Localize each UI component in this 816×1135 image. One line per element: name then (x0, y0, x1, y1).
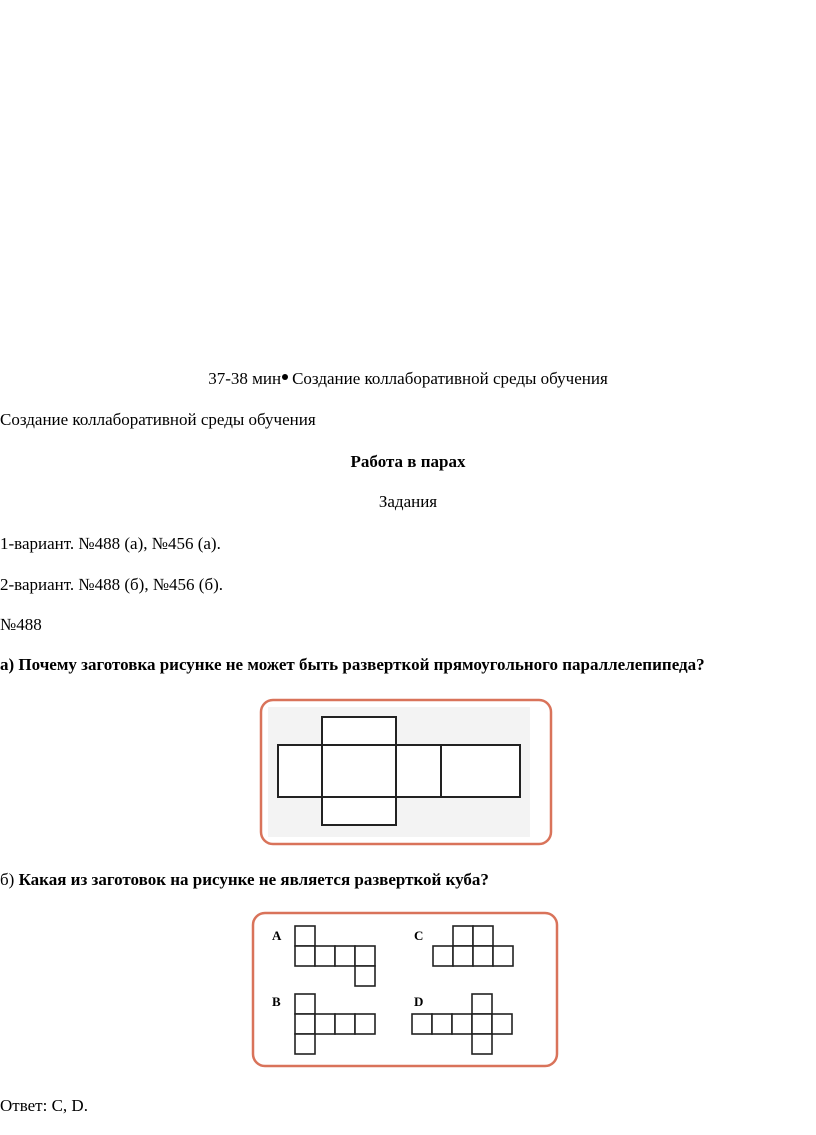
label-c: C (414, 928, 424, 943)
net-face-bottom (322, 797, 396, 825)
variant-1: 1-вариант. №488 (а), №456 (а). (0, 534, 221, 553)
net-b-cell (295, 1034, 315, 1054)
net-face-front (322, 745, 396, 797)
net-c-cell (433, 946, 453, 966)
net-a-cell (355, 946, 375, 966)
net-c-cell (473, 926, 493, 946)
question-b-text: Какая из заготовок на рисунке не является разверткой куба? (18, 870, 489, 889)
label-d: D (414, 994, 424, 1009)
net-face-right (396, 745, 441, 797)
net-d-cell (432, 1014, 452, 1034)
net-a-cell (295, 926, 315, 946)
net-b-cell (295, 994, 315, 1014)
label-a: A (272, 928, 282, 943)
label-b: B (272, 994, 281, 1009)
figure-b-svg (250, 910, 562, 1070)
net-a-cell (315, 946, 335, 966)
bullet-icon (282, 374, 288, 380)
net-b-cell (295, 1014, 315, 1034)
subtitle: Создание коллаборативной среды обучения (0, 410, 316, 429)
work-mode-heading: Работа в парах (350, 452, 466, 471)
net-face-left (278, 745, 322, 797)
net-c-cell (453, 926, 473, 946)
net-b-cell (355, 1014, 375, 1034)
figure-b-cube-nets (250, 910, 562, 1070)
net-d-cell (412, 1014, 432, 1034)
net-b-cell (315, 1014, 335, 1034)
net-d-cell (472, 1034, 492, 1054)
net-a-cell (335, 946, 355, 966)
answer: Ответ: С, D. (0, 1096, 88, 1115)
question-b-prefix: б) (0, 870, 19, 889)
net-face-top (322, 717, 396, 745)
net-face-back (441, 745, 520, 797)
question-b (0, 870, 489, 890)
net-c-cell (473, 946, 493, 966)
net-a-cell (355, 966, 375, 986)
net-d-cell (472, 994, 492, 1014)
net-d-cell (472, 1014, 492, 1034)
question-a: а) Почему заготовка рисунке не может быть разверткой прямоугольного параллелепипеда? (0, 655, 705, 674)
variant-2: 2-вариант. №488 (б), №456 (б). (0, 575, 224, 594)
net-b-cell (335, 1014, 355, 1034)
problem-number: №488 (0, 615, 42, 634)
net-a-cell (295, 946, 315, 966)
net-d-cell (492, 1014, 512, 1034)
tasks-heading: Задания (378, 492, 438, 511)
time-label: 37-38 мин (208, 369, 282, 388)
net-c-cell (493, 946, 513, 966)
net-d-cell (452, 1014, 472, 1034)
header-line (0, 369, 816, 389)
figure-a-parallelepiped-net (258, 697, 554, 847)
header-title: Создание коллаборативной среды обучения (292, 369, 608, 388)
figure-a-svg (258, 697, 554, 847)
net-c-cell (453, 946, 473, 966)
